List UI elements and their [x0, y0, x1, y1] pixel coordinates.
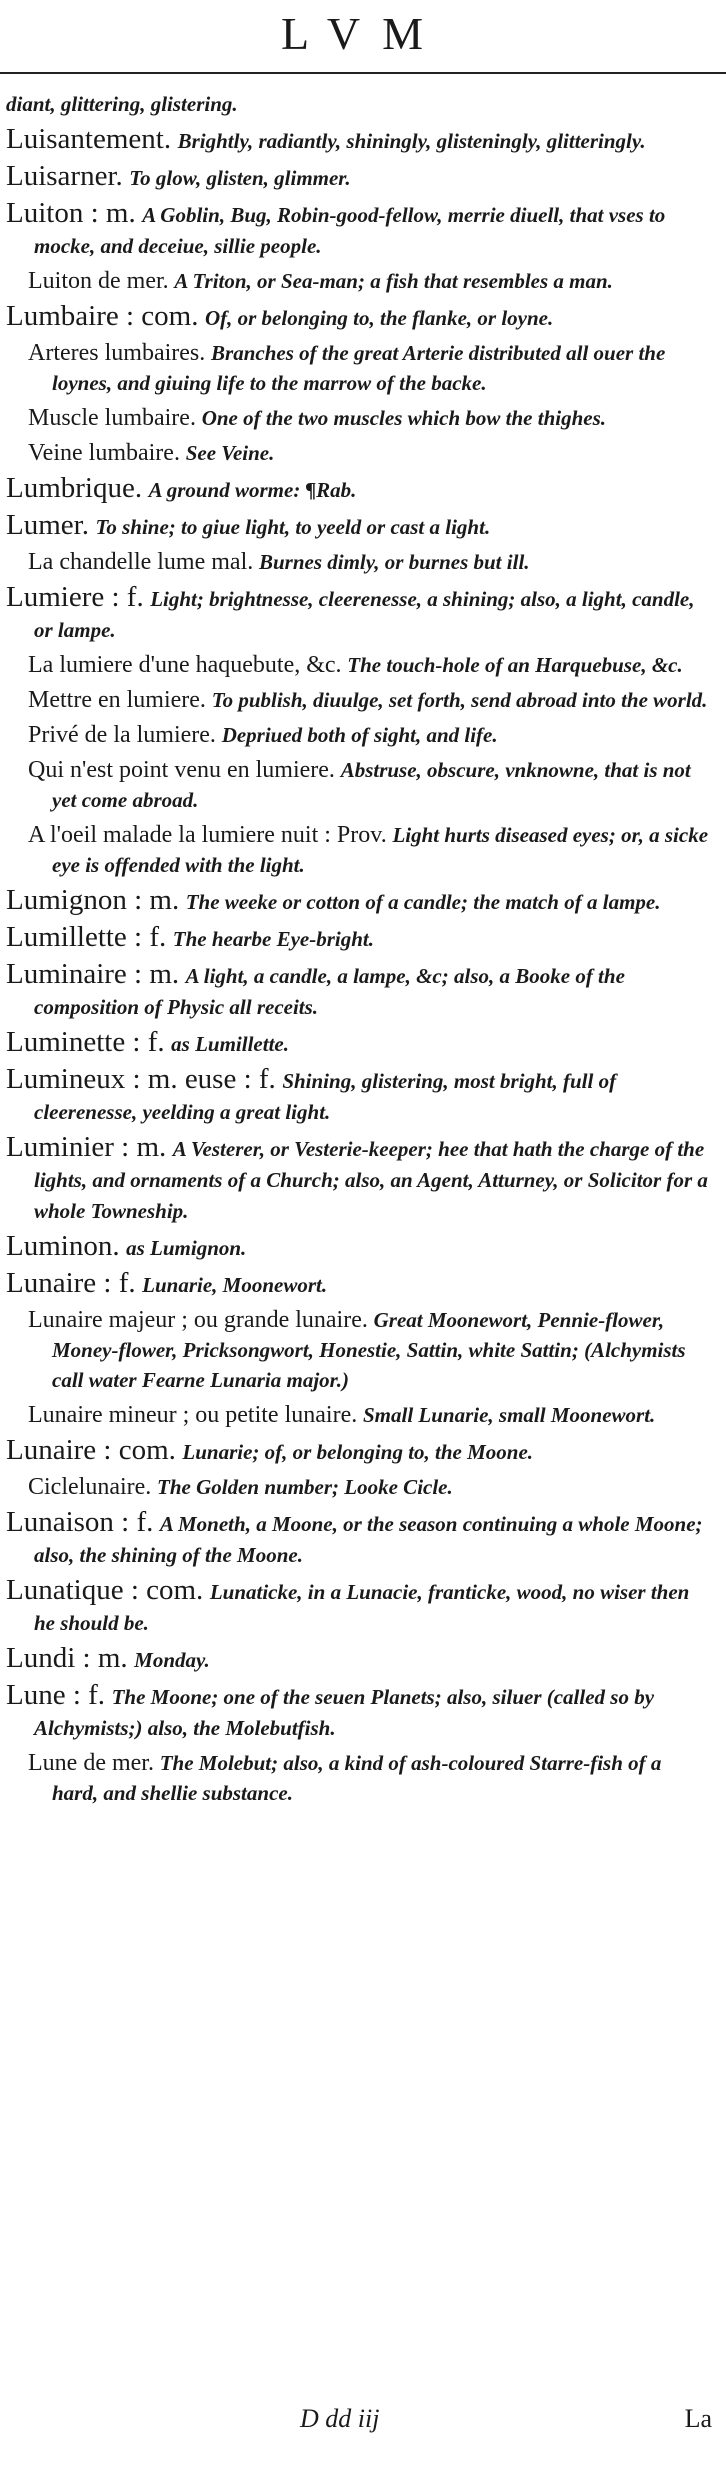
definition: A Moneth, a Moone, or the season continuing a whole Moone; also, the shining of the Moone. — [34, 1512, 703, 1567]
dictionary-entry — [6, 959, 712, 1022]
headword: Luisantement. — [6, 123, 172, 155]
dictionary-entry — [6, 161, 712, 193]
dictionary-entry — [6, 1027, 712, 1059]
sub-entry — [6, 820, 712, 880]
sub-entry — [6, 1400, 712, 1430]
dictionary-entry — [6, 1643, 712, 1675]
dictionary-entry — [6, 198, 712, 261]
dictionary-entry — [6, 1435, 712, 1467]
sub-entry — [6, 547, 712, 577]
headword: Ciclelunaire. — [28, 1474, 152, 1500]
definition: Branches of the great Arterie distributed all ouer the loynes, and giuing life to the marrow of the backe. — [52, 341, 666, 395]
running-head: LVM — [281, 8, 445, 59]
definition: Burnes dimly, or burnes but ill. — [258, 550, 530, 574]
definition: A Goblin, Bug, Robin-good-fellow, merrie diuell, that vses to mocke, and deceiue, sillie people. — [34, 203, 666, 258]
page-footer — [0, 2404, 726, 2444]
sub-entry — [6, 438, 712, 468]
definition: A ground worme: ¶Rab. — [148, 478, 357, 502]
dictionary-entry — [6, 1575, 712, 1638]
sub-entry — [6, 755, 712, 815]
definition: One of the two muscles which bow the thighes. — [201, 406, 607, 430]
definition: Small Lunarie, small Moonewort. — [362, 1403, 656, 1427]
sub-entry — [6, 403, 712, 433]
headword: Lumbrique. — [6, 472, 143, 504]
headword: Luminier : m. — [6, 1131, 167, 1163]
definition: The Molebut; also, a kind of ash-coloured Starre-fish of a hard, and shellie substance. — [52, 1751, 662, 1805]
dictionary-entry — [6, 124, 712, 156]
headword: Lumiere : f. — [6, 581, 144, 613]
headword: Muscle lumbaire. — [28, 405, 196, 431]
definition: Lunarie; of, or belonging to, the Moone. — [182, 1440, 534, 1464]
headword: Lumbaire : com. — [6, 300, 199, 332]
headword: Privé de la lumiere. — [28, 722, 216, 748]
headword: La chandelle lume mal. — [28, 549, 254, 575]
headword: Lunaire majeur ; ou grande lunaire. — [28, 1307, 368, 1333]
sub-entry — [6, 266, 712, 296]
dictionary-entry — [6, 88, 712, 119]
headword: Luiton de mer. — [28, 268, 169, 294]
headword: Lumineux : m. euse : f. — [6, 1063, 276, 1095]
dictionary-entry — [6, 885, 712, 917]
catchword: La — [684, 2404, 712, 2433]
dictionary-entry — [6, 301, 712, 333]
definition: A light, a candle, a lampe, &c; also, a Booke of the composition of Physic all receits. — [34, 964, 625, 1019]
dictionary-entry — [6, 1132, 712, 1226]
definition: as Lumillette. — [171, 1032, 289, 1056]
headword: A l'oeil malade la lumiere nuit : Prov. — [28, 822, 387, 848]
definition: The Golden number; Looke Cicle. — [157, 1475, 453, 1499]
header-rule — [0, 72, 726, 74]
headword: Lumer. — [6, 509, 89, 541]
sub-entry — [6, 685, 712, 715]
definition: Light; brightnesse, cleerenesse, a shining; also, a light, candle, or lampe. — [34, 587, 695, 642]
headword: Lune : f. — [6, 1679, 106, 1711]
dictionary-entry — [6, 1268, 712, 1300]
dictionary-entry — [6, 510, 712, 542]
headword: Mettre en lumiere. — [28, 687, 206, 713]
definition: A Vesterer, or Vesterie-keeper; hee that hath the charge of the lights, and ornaments of a Church; also, an Agent, Atturney, or Solicitor for a whole Towneship. — [34, 1137, 708, 1223]
sub-entry — [6, 720, 712, 750]
definition: The Moone; one of the seuen Planets; also, siluer (called so by Alchymists;) also, the Molebutfish. — [34, 1685, 655, 1740]
definition: Great Moonewort, Pennie-flower, Money-flower, Pricksongwort, Honestie, Sattin, white Sattin; (Alchymists call water Fearne Lunaria major.) — [52, 1308, 686, 1392]
headword: Luminette : f. — [6, 1026, 165, 1058]
headword: Lunaison : f. — [6, 1506, 154, 1538]
definition: Abstruse, obscure, vnknowne, that is not yet come abroad. — [52, 758, 691, 812]
definition: The weeke or cotton of a candle; the match of a lampe. — [185, 890, 661, 914]
headword: Qui n'est point venu en lumiere. — [28, 757, 335, 783]
definition: diant, glittering, glistering. — [6, 92, 238, 116]
definition: Brightly, radiantly, shiningly, glisteningly, glitteringly. — [177, 129, 646, 153]
headword: Lundi : m. — [6, 1642, 128, 1674]
dictionary-entries — [6, 88, 712, 1813]
headword: Lunaire : com. — [6, 1434, 176, 1466]
dictionary-entry — [6, 1064, 712, 1127]
definition: Shining, glistering, most bright, full of cleerenesse, yeelding a great light. — [34, 1069, 617, 1124]
dictionary-entry — [6, 922, 712, 954]
definition: A Triton, or Sea-man; a fish that resembles a man. — [174, 269, 613, 293]
headword: Luminaire : m. — [6, 958, 180, 990]
sub-entry — [6, 1472, 712, 1502]
headword: Lumillette : f. — [6, 921, 167, 953]
sub-entry — [6, 338, 712, 398]
dictionary-entry — [6, 582, 712, 645]
dictionary-entry — [6, 1231, 712, 1263]
dictionary-entry — [6, 1507, 712, 1570]
definition: To shine; to giue light, to yeeld or cast a light. — [95, 515, 491, 539]
headword: Lunatique : com. — [6, 1574, 204, 1606]
headword: Lunaire mineur ; ou petite lunaire. — [28, 1402, 358, 1428]
sub-entry — [6, 650, 712, 680]
definition: Light hurts diseased eyes; or, a sicke eye is offended with the light. — [52, 823, 709, 877]
definition: Lunarie, Moonewort. — [142, 1273, 328, 1297]
signature-mark: D dd iij — [300, 2404, 380, 2433]
definition: To publish, diuulge, set forth, send abroad into the world. — [211, 688, 708, 712]
definition: Monday. — [134, 1648, 210, 1672]
dictionary-entry — [6, 1680, 712, 1743]
headword: Lumignon : m. — [6, 884, 180, 916]
definition: as Lumignon. — [126, 1236, 247, 1260]
headword: Lunaire : f. — [6, 1267, 136, 1299]
headword: Arteres lumbaires. — [28, 340, 206, 366]
dictionary-entry — [6, 473, 712, 505]
definition: See Veine. — [185, 441, 275, 465]
page-header — [0, 0, 726, 78]
definition: To glow, glisten, glimmer. — [129, 166, 351, 190]
headword: Luiton : m. — [6, 197, 136, 229]
headword: La lumiere d'une haquebute, &c. — [28, 652, 342, 678]
definition: Depriued both of sight, and life. — [221, 723, 498, 747]
sub-entry — [6, 1305, 712, 1395]
headword: Lune de mer. — [28, 1750, 154, 1776]
definition: Lunaticke, in a Lunacie, franticke, wood, no wiser then he should be. — [34, 1580, 690, 1635]
headword: Veine lumbaire. — [28, 440, 180, 466]
headword: Luisarner. — [6, 160, 123, 192]
sub-entry — [6, 1748, 712, 1808]
headword: Luminon. — [6, 1230, 120, 1262]
definition: The hearbe Eye-bright. — [172, 927, 374, 951]
definition: Of, or belonging to, the flanke, or loyne. — [204, 306, 554, 330]
definition: The touch-hole of an Harquebuse, &c. — [347, 653, 683, 677]
